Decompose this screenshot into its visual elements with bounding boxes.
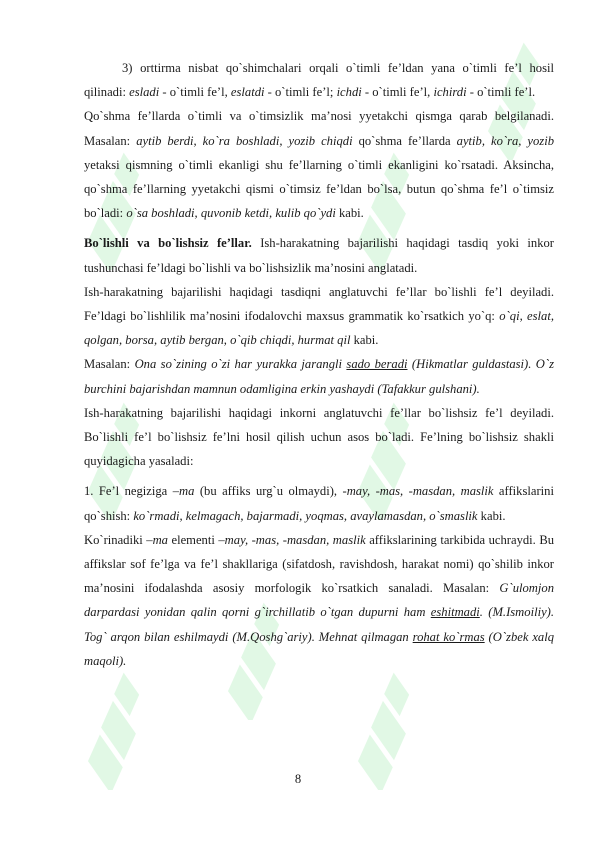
- text-run: Ko`rinadiki –: [84, 532, 153, 547]
- text-run: Ish-harakatning bajarilishi haqidagi inkorni anglatuvchi fe’llar bo`lishsiz fe’l deyiladi. Bo`lishli fe’l bo`lishsiz fe’lni hosil qilish uchun asos bo`ladi. Fe’lning bo`lishsiz shakli quyidagicha yasaladi:: [84, 405, 554, 469]
- paragraph-affirmative-heading: [84, 231, 554, 279]
- text-run: (bu affiks urg`u olmaydi),: [194, 484, 343, 499]
- text-run: kabi.: [477, 508, 506, 523]
- text-run: - o`timli fe’l;: [264, 85, 337, 100]
- italic-example: -masdan, maslik: [408, 484, 494, 499]
- italic-example: aytib, ko`ra, yozib: [456, 133, 555, 148]
- text-run: kabi.: [350, 333, 379, 348]
- italic-example: . (M.Ismoiliy). Tog` arqon bilan eshilmaydi (M.Qoshg`ariy). Mehnat qilmagan: [84, 605, 554, 644]
- italic-example: ma: [179, 484, 195, 499]
- text-run: affikslarining tarkibida uchraydi. Bu affikslar sof fe’lga va fe’l shakllariga (sifatdosh, ravishdosh, harakat nomi) qo`shilib inkor ma’nosini ifodalashda asosiy morfologik ko`rsatkich sanaladi. Masalan:: [84, 532, 555, 596]
- italic-example: (Hikmatlar guldastasi). O`z burchini bajarishdan mamnun odamligina erkin yashaydi (Tafakkur gulshani).: [84, 357, 554, 396]
- text-run: - o`timli fe’l,: [361, 85, 434, 100]
- text-run: Masalan:: [84, 357, 135, 372]
- italic-example: -may, -mas,: [342, 484, 404, 499]
- text-run: 3) orttirma nisbat qo`shimchalari orqali o`timli fe’ldan yana o`timli fe’l hosil qilinadi:: [84, 61, 554, 100]
- text-run: yetaksi qismning o`timli ekanligi shu fe’llarning o`timli ekanligini ko`rsatadi. Aksincha, qo`shma fe’llarning yyetakchi qismi o`timsiz fe’ldan bo`lsa, butun qo`shma fe’l o`timsiz bo`ladi:: [84, 157, 554, 221]
- italic-example: ma: [152, 532, 168, 547]
- paragraph-negative-explanation: [84, 528, 554, 673]
- text-run: - o`timli fe’l.: [466, 85, 536, 100]
- italic-example: ko`rmadi, kelmagach, bajarmadi, yoqmas, avaylamasdan, o`smaslik: [133, 508, 478, 523]
- paragraph-compound-verbs: [84, 104, 554, 225]
- underlined-example: rohat ko`rmas: [412, 629, 485, 644]
- italic-example: aytib berdi, ko`ra boshladi, yozib chiqdi: [136, 133, 353, 148]
- text-run: - o`timli fe’l,: [159, 85, 231, 100]
- italic-example: may, -mas, -masdan, maslik: [224, 532, 366, 547]
- italic-example: ichirdi: [433, 85, 467, 100]
- text-run: elementi –: [167, 532, 225, 547]
- paragraph-affirmative-verbs: [84, 280, 554, 353]
- paragraph-item-3: [84, 56, 554, 104]
- document-body: [84, 56, 554, 673]
- bold-heading: Bo`lishli va bo`lishsiz fe’llar.: [84, 236, 252, 251]
- paragraph-affirmative-example: [84, 352, 554, 400]
- text-run: 1. Fe’l negiziga –: [84, 484, 179, 499]
- text-run: kabi.: [335, 206, 364, 221]
- text-run: affikslarini qo`shish:: [84, 484, 554, 523]
- italic-example: G`ulomjon darpardasi yonidan qalin qorni g`irchillatib o`tgan dupurni ham: [84, 581, 554, 620]
- text-run: qo`shma fe’llarda: [352, 133, 457, 148]
- italic-example: eslatdi: [230, 85, 265, 100]
- italic-example: esladi: [129, 85, 160, 100]
- paragraph-negative-verbs: [84, 401, 554, 474]
- text-run: Ish-harakatning bajarilishi haqidagi tasdiqni anglatuvchi fe’llar bo`lishli fe’l deyiladi. Fe’ldagi bo`lishlilik ma’nosini ifodalovchi maxsus grammatik ko`rsatkich yo`q:: [84, 284, 554, 324]
- underlined-example: sado beradi: [346, 357, 408, 372]
- paragraph-negative-rule-1: [84, 479, 554, 527]
- italic-example: ichdi: [336, 85, 362, 100]
- italic-example: o`qi, eslat, qolgan, borsa, aytib bergan, o`qib chiqdi, hurmat qil: [84, 309, 554, 348]
- page-number: 8: [294, 772, 302, 786]
- underlined-example: eshitmadi: [430, 605, 480, 620]
- italic-example: (O`zbek xalq maqoli).: [84, 629, 555, 668]
- italic-example: o`sa boshladi, quvonib ketdi, kulib qo`ydi: [126, 206, 336, 221]
- text-run: Qo`shma fe’llarda o`timli va o`timsizlik ma’nosi yyetakchi qismga qarab belgilanadi. Masalan:: [84, 109, 554, 148]
- italic-example: Ona so`zining o`zi har yurakka jarangli: [134, 357, 347, 372]
- text-run: Ish-harakatning bajarilishi haqidagi tasdiq yoki inkor tushunchasi fe’ldagi bo`lishli va bo`lishsizlik ma’nosini anglatadi.: [84, 236, 554, 275]
